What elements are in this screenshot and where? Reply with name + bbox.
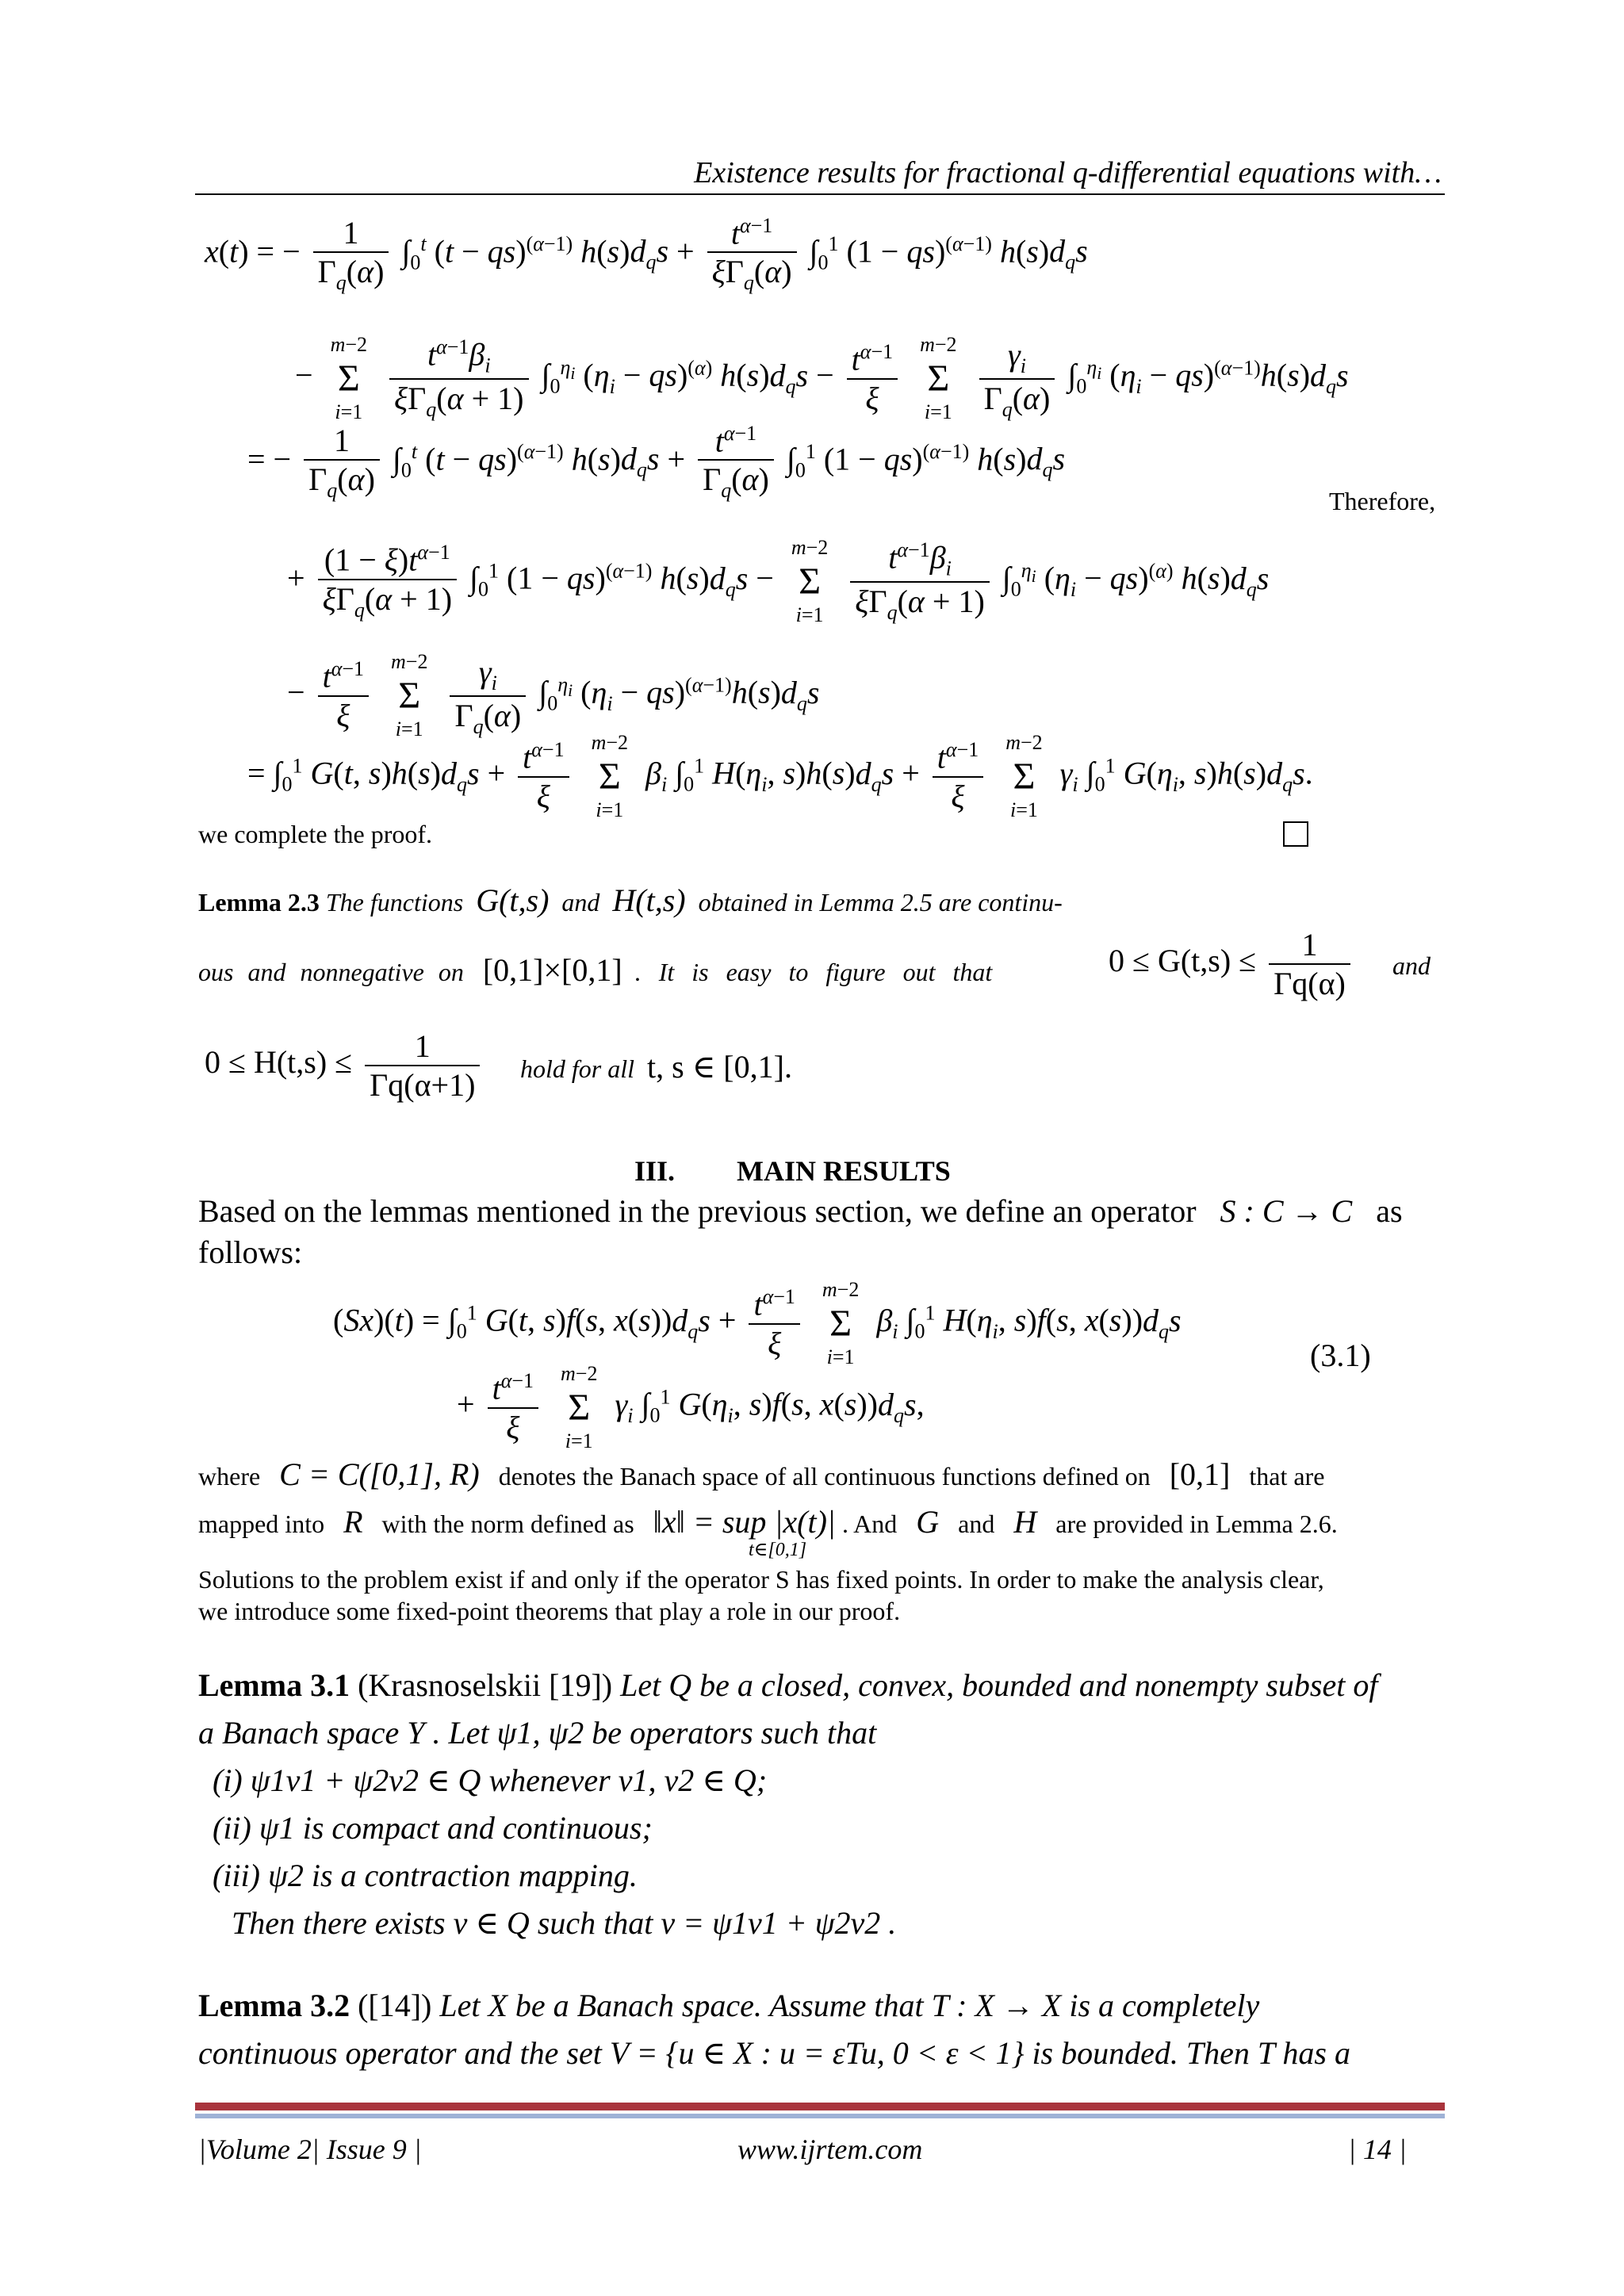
equation-3-1-line-1: $(Sx)(t) = \int_0^1$ G(t, s)f(s, $x(s))d_qs$ + $\frac{t^{\alpha-1}}{\xi}$ m−2 Σ i=1 $\beta_i$ $\int_0^1$ $H(\eta_i$, s)f(s, $x(s))d_qs$ — [333, 1278, 1182, 1368]
header-rule — [195, 193, 1445, 195]
equation-3-1-line-2: + $\frac{t^{\alpha-1}}{\xi}$ m−2 Σ i=1 $\gamma_i$ $\int_0^1$ $G(\eta_i$, s)f(s, $x(s))d_qs$, — [457, 1362, 925, 1452]
equation-number: (3.1) — [1310, 1337, 1371, 1373]
lemma-2-3-bound-h: 0 ≤ H(t,s) ≤ $\frac{1}{\Gamma q(\alpha+1)}$ — [205, 1027, 485, 1104]
lemma-3-1: Lemma 3.1 (Krasnoselskii [19]) Let Q be a closed, convex, bounded and nonempty subset of a Banach space Y . Let ψ1, ψ2 be operators such that (i) ψ1v1 + ψ2v2 ∈ Q whenever v1, v2 ∈ Q; (ii) ψ1 is compact and continuous; (iii) ψ2 is a contraction mapping. Then there exists v ∈ Q such that v = ψ1v1 + ψ2v2 . — [198, 1667, 1378, 1941]
equation-line-3: = − $\frac{1}{\Gamma_q(\alpha)}$ $\int_0^t$ (t − qs)$^{(\alpha-1)}$ $h(s)d_qs$ + $\frac{t^{\alpha-1}}{\Gamma_q(\alpha)}$ $\int_0^1$ (1 − qs)$^{(\alpha-1)}$ $h(s)d_qs$ — [247, 422, 1066, 503]
lemma-2-3-bound-g: 0 ≤ G(t,s) ≤ $\frac{1}{\Gamma q(\alpha)}$ — [1109, 926, 1355, 1002]
footer-volume: |Volume 2| Issue 9 | — [198, 2133, 422, 2165]
equation-line-5: − $\frac{t^{\alpha-1}}{\xi}$ m−2 Σ i=1 $\frac{\gamma_i}{\Gamma_q(\alpha)}$ $\int_0^{\eta_i}$ $(\eta_i - qs)^{(\alpha-1)}h(s)d_qs$ — [287, 650, 820, 740]
where-line: where C = C([0,1], R) denotes the Banach space of all continuous functions defined on [0,1] that are — [198, 1456, 1325, 1492]
equation-line-6: = $\int_0^1$ G(t, $s)h(s)d_qs$ + $\frac{t^{\alpha-1}}{\xi}$ m−2 Σ i=1 $\beta_i$ $\int_0^1$ $H(\eta_i$, $s)h(s)d_qs$ + $\frac{t^{\alpha-1}}{\xi}$ m−2 Σ i=1 $\gamma_i$ $\int_0^1$ $G(\eta_i$, $s)h(s)d_qs$. — [247, 731, 1313, 821]
section-number: III. — [634, 1155, 676, 1187]
lemma-3-1-label: Lemma 3.1 — [198, 1667, 350, 1703]
equation-line-2: − m−2 Σ i=1 $\frac{t^{\alpha-1}\beta_i}{\xi\Gamma_q(\alpha + 1)}$ $\int_0^{\eta_i}$ $(\eta_i - qs)^{(\alpha)}$ $h(s)d_qs$ − $\frac{t^{\alpha-1}}{\xi}$ m−2 Σ i=1 $\frac{\gamma_i}{\Gamma_q(\alpha)}$ $\int_0^{\eta_i}$ $(\eta_i - qs)^{(\alpha-1)}h(s)d_qs$ — [295, 333, 1349, 423]
lemma-3-2: Lemma 3.2 ([14]) Let X be a Banach space. Assume that T : X → X is a completely continuous operator and the set V = {u ∈ X : u = εTu, 0 < ε < 1} is bounded. Then T has a — [198, 1988, 1350, 2071]
lemma-2-3-line-1: Lemma 2.3 The functions G(t,s) and H(t,s) obtained in Lemma 2.5 are continu- — [198, 882, 1063, 918]
running-head: Existence results for fractional q-differential equations with… — [694, 156, 1442, 189]
footer-rule-red — [195, 2103, 1445, 2110]
mapped-line: mapped into R with the norm defined as ‖x‖ = sup |x(t)| . And G and H are provided in Lemma 2.6. — [198, 1504, 1338, 1540]
main-intro: Based on the lemmas mentioned in the previous section, we define an operator S : C → C as follows: — [198, 1193, 1403, 1270]
footer-page-number: | 14 | — [1348, 2133, 1407, 2165]
lemma-2-3-line-2: ous and nonnegative on [0,1]×[0,1] . It is easy to figure out that — [198, 952, 993, 988]
section-title: MAIN RESULTS — [737, 1155, 951, 1187]
section-heading — [634, 1154, 951, 1188]
footer-rule-blue — [195, 2114, 1445, 2118]
solutions-paragraph: Solutions to the problem exist if and only if the operator S has fixed points. In order to make the analysis clear, we introduce some fixed-point theorems that play a role in our proof. — [198, 1565, 1324, 1625]
complete-proof-text: we complete the proof. — [198, 820, 432, 848]
footer-website-link[interactable]: www.ijrtem.com — [737, 2133, 923, 2165]
therefore-label: Therefore, — [1329, 487, 1436, 515]
lemma-3-2-label: Lemma 3.2 — [198, 1988, 350, 2023]
lemma-2-3-and: and — [1392, 951, 1431, 980]
equation-line-4: + $\frac{(1 - \xi)t^{\alpha-1}}{\xi\Gamma_q(\alpha + 1)}$ $\int_0^1$ (1 − qs)$^{(\alpha-1)}$ $h(s)d_qs$ − m−2 Σ i=1 $\frac{t^{\alpha-1}\beta_i}{\xi\Gamma_q(\alpha + 1)}$ $\int_0^{\eta_i}$ $(\eta_i - qs)^{(\alpha)}$ $h(s)d_qs$ — [287, 536, 1270, 626]
lemma-2-3-label: Lemma 2.3 — [198, 888, 320, 916]
norm-subscript: t∈[0,1] — [749, 1540, 807, 1560]
equation-line-1: x(t) = − $\frac{1}{\Gamma_q(\alpha)}$ $\int_0^t$ (t − qs)$^{(\alpha-1)}$ $h(s)d_qs$ + $\frac{t^{\alpha-1}}{\xi\Gamma_q(\alpha)}$ $\int_0^1$ (1 − qs)$^{(\alpha-1)}$ $h(s)d_qs$ — [205, 214, 1088, 295]
qed-box-icon — [1283, 821, 1308, 847]
lemma-2-3-line-3: hold for all t, s ∈ [0,1]. — [520, 1049, 792, 1085]
